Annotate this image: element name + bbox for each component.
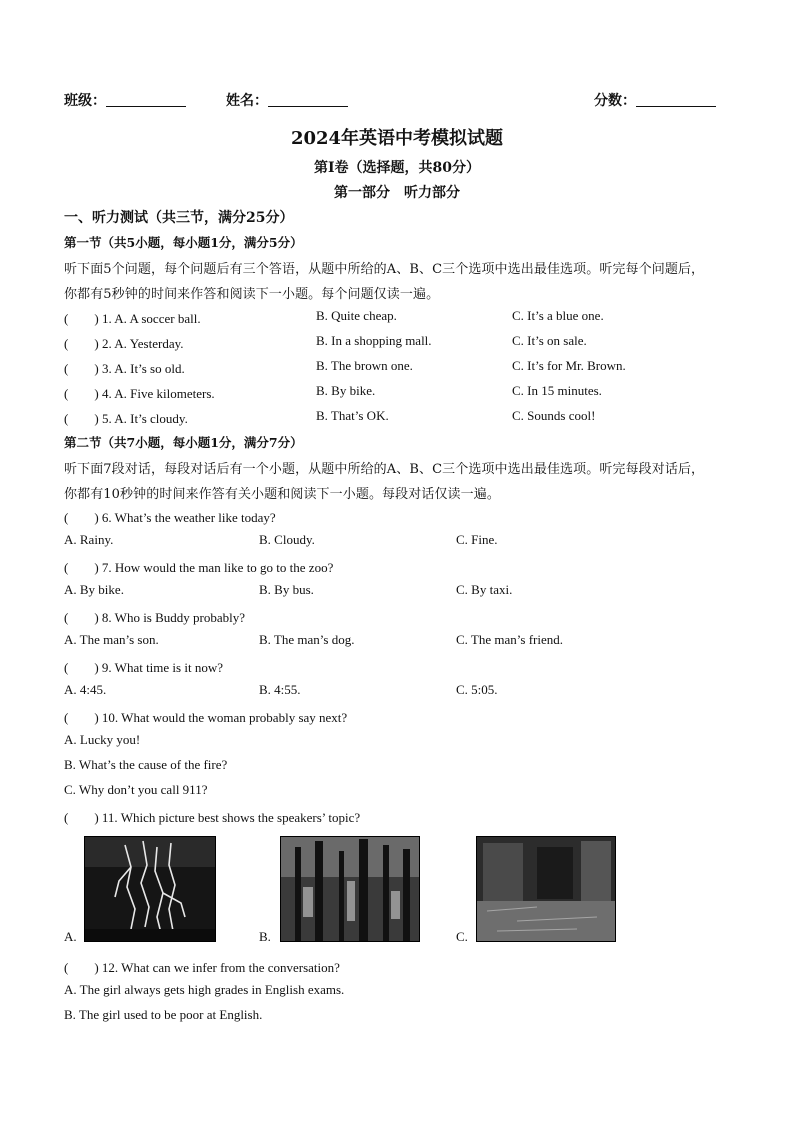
subsection-one-title: 第一节（共5小题，每小题1分，满分5分） <box>64 235 303 250</box>
question-7-stem: ( ) 7. How would the man like to go to the zoo? <box>64 560 334 575</box>
subsection-two-instruction-2: 你都有10秒钟的时间来作答有关小题和阅读下一小题。每段对话仅读一遍。 <box>64 487 500 502</box>
answer-paren[interactable]: ( ) <box>64 411 99 426</box>
question-4 <box>64 383 215 402</box>
option-a: 2. A. Yesterday. <box>102 336 184 351</box>
question-6-option-a: A. Rainy. <box>64 532 114 547</box>
option-b: B. In a shopping mall. <box>316 333 432 348</box>
question-9-stem: ( ) 9. What time is it now? <box>64 660 223 675</box>
subsection-one-instruction-1: 听下面5个问题，每个问题后有三个答语，从题中所给的A、B、C三个选项中选出最佳选项。听完每个问题后， <box>64 262 705 277</box>
question-11-stem: ( ) 11. Which picture best shows the speakers’ topic? <box>64 810 361 825</box>
page-title: 2024年英语中考模拟试题 <box>290 128 504 149</box>
question-6-option-c: C. Fine. <box>456 532 498 547</box>
question-2 <box>64 333 184 352</box>
question-10-option-c: C. Why don’t you call 911? <box>64 782 208 797</box>
option-c: C. In 15 minutes. <box>512 383 602 398</box>
option-c: C. It’s for Mr. Brown. <box>512 358 626 373</box>
score-field <box>594 90 716 110</box>
lightning-icon <box>85 837 215 941</box>
question-1 <box>64 308 201 327</box>
flood-icon <box>477 837 615 941</box>
question-6-option-b: B. Cloudy. <box>259 532 315 547</box>
question-10-option-a: A. Lucky you! <box>64 732 141 747</box>
subsection-two-instruction-1: 听下面7段对话，每段对话后有一个小题，从题中所给的A、B、C三个选项中选出最佳选项。听完每段对话后， <box>64 462 705 477</box>
option-c: C. It’s on sale. <box>512 333 587 348</box>
question-10-stem: ( ) 10. What would the woman probably say next? <box>64 710 348 725</box>
question-8-stem: ( ) 8. Who is Buddy probably? <box>64 610 246 625</box>
question-12-option-b: B. The girl used to be poor at English. <box>64 1007 263 1022</box>
option-a: 4. A. Five kilometers. <box>102 386 215 401</box>
class-blank[interactable] <box>106 92 186 107</box>
question-9-option-c: C. 5:05. <box>456 682 498 697</box>
fire-icon <box>281 837 419 941</box>
question-12-option-a: A. The girl always gets high grades in English exams. <box>64 982 345 997</box>
name-label: 姓名： <box>226 93 268 109</box>
part-one-title: 第一部分 听力部分 <box>334 185 460 201</box>
option-b: B. Quite cheap. <box>316 308 397 323</box>
question-7-option-c: C. By taxi. <box>456 582 513 597</box>
question-7-option-a: A. By bike. <box>64 582 124 597</box>
subsection-one-instruction-2: 你都有5秒钟的时间来作答和阅读下一小题。每个问题仅读一遍。 <box>64 287 440 302</box>
question-8-option-b: B. The man’s dog. <box>259 632 355 647</box>
question-3 <box>64 358 185 377</box>
class-field <box>64 90 186 110</box>
option-a: 3. A. It’s so old. <box>102 361 185 376</box>
name-field <box>226 90 348 110</box>
score-label: 分数： <box>594 93 636 109</box>
question-10-option-b: B. What’s the cause of the fire? <box>64 757 228 772</box>
option-b: B. By bike. <box>316 383 376 398</box>
paper-part-title: 第Ⅰ卷（选择题，共80分） <box>313 160 481 176</box>
answer-paren[interactable]: ( ) <box>64 386 99 401</box>
answer-paren[interactable]: ( ) <box>64 361 99 376</box>
option-b: B. That’s OK. <box>316 408 389 423</box>
question-11-option-a-label: A. <box>64 929 77 944</box>
answer-paren[interactable]: ( ) <box>64 311 99 326</box>
flood-street-picture[interactable] <box>476 836 616 942</box>
question-5 <box>64 408 188 427</box>
option-c: C. Sounds cool! <box>512 408 596 423</box>
question-8-option-a: A. The man’s son. <box>64 632 159 647</box>
option-a: 1. A. A soccer ball. <box>102 311 201 326</box>
name-blank[interactable] <box>268 92 348 107</box>
question-11-option-c-label: C. <box>456 929 468 944</box>
lightning-picture[interactable] <box>84 836 216 942</box>
option-a: 5. A. It’s cloudy. <box>102 411 188 426</box>
answer-paren[interactable]: ( ) <box>64 336 99 351</box>
question-6-stem: ( ) 6. What’s the weather like today? <box>64 510 276 525</box>
class-label: 班级： <box>64 93 106 109</box>
section-one-title: 一、听力测试（共三节，满分25分） <box>64 210 294 226</box>
forest-fire-picture[interactable] <box>280 836 420 942</box>
subsection-two-title: 第二节（共7小题，每小题1分，满分7分） <box>64 435 303 450</box>
question-7-option-b: B. By bus. <box>259 582 314 597</box>
option-c: C. It’s a blue one. <box>512 308 604 323</box>
question-12-stem: ( ) 12. What can we infer from the conversation? <box>64 960 340 975</box>
question-9-option-a: A. 4:45. <box>64 682 107 697</box>
option-b: B. The brown one. <box>316 358 413 373</box>
question-9-option-b: B. 4:55. <box>259 682 301 697</box>
question-8-option-c: C. The man’s friend. <box>456 632 563 647</box>
question-11-option-b-label: B. <box>259 929 271 944</box>
score-blank[interactable] <box>636 92 716 107</box>
